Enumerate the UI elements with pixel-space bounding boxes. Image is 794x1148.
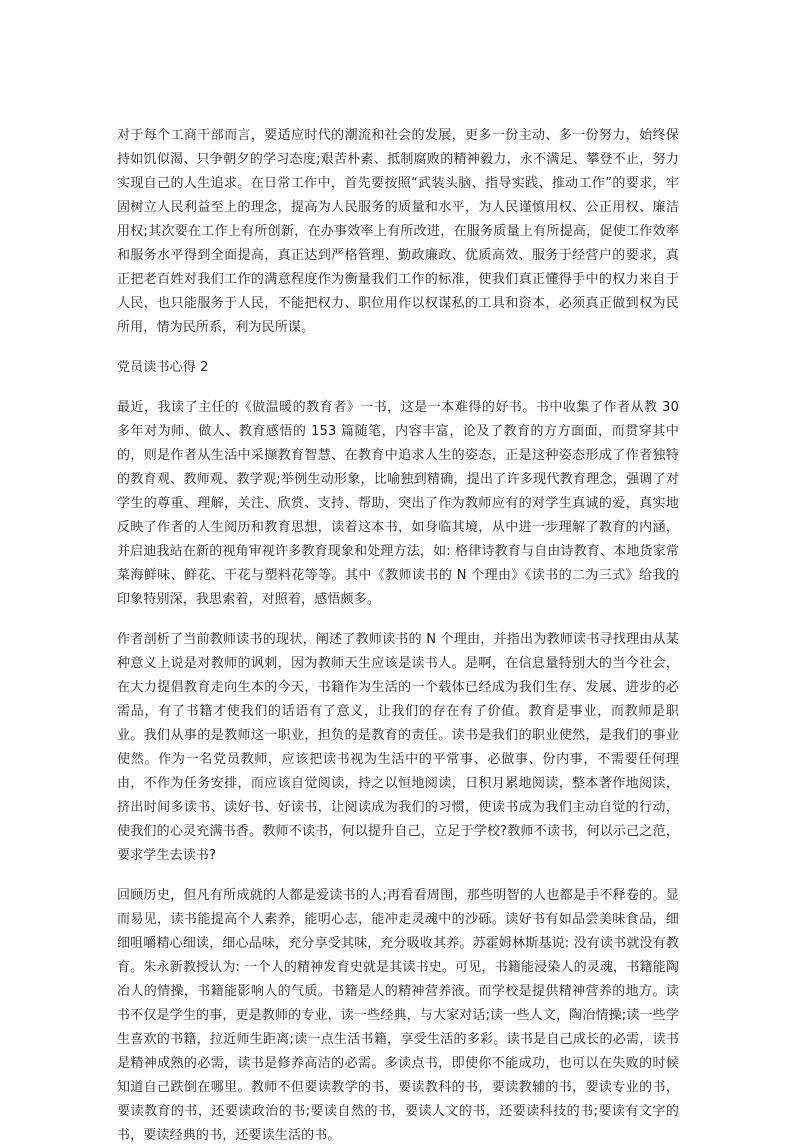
document-body — [117, 124, 679, 1148]
paragraph-3: 作者剖析了当前教师读书的现状，阐述了教师读书的 N 个理由，并指出为教师读书寻找理由从某种意义上说是对教师的讽刺，因为教师天生应该是读书人。是啊，在信息量特别大的当今社会，在大力提倡教育走向生本的今天，书籍作为生活的一个载体已经成为我们生存、发展、进步的必需品，有了书籍才使我们的话语有了意义，让我们的存在有了价值。教育是事业，而教师是职业。我们从事的是教师这一职业，担负的是教育的责任。读书是我们的职业使然，是我们的事业使然。作为一名党员教师，应该把读书视为生活中的平常事、必做事、份内事，不需要任何理由，不作为任务安排，而应该自觉阅读，持之以恒地阅读，日积月累地阅读，整本著作地阅读，挤出时间多读书、读好书、好读书，让阅读成为我们的习惯，使读书成为我们主动自觉的行动，使我们的心灵充满书香。教师不读书，何以提升自己，立足于学校?教师不读书，何以示己之范，要求学生去读书? — [117, 632, 679, 863]
paragraph-1: 对于每个工商干部而言，要适应时代的潮流和社会的发展，更多一份主动、多一份努力，始终保持如饥似渴、只争朝夕的学习态度;艰苦朴素、抵制腐败的精神毅力，永不满足、攀登不止，努力实现自己的人生追求。在日常工作中，首先要按照“武装头脑、指导实践、推动工作”的要求，牢固树立人民利益至上的理念，提高为人民服务的质量和水平，为人民谨慎用权、公正用权、廉洁用权;其次要在工作上有所创新，在办事效率上有所改进，在服务质量上有所提高，促使工作效率和服务水平得到全面提高，真正达到严格管理、勤政廉政、优质高效、服务于经营户的要求，真正把老百姓对我们工作的满意程度作为衡量我们工作的标准，使我们真正懂得手中的权力来自于人民，也只能服务于人民，不能把权力、职位用作以权谋私的工具和资本，必须真正做到权为民所用，情为民所系，利为民所谋。 — [117, 128, 679, 335]
paragraph-4: 回顾历史，但凡有所成就的人都是爱读书的人;再看看周围，那些明智的人也都是手不释卷的。显而易见，读书能提高个人素养，能明心志，能冲走灵魂中的沙砾。读好书有如品尝美味食品，细细咀嚼精心细读，细心品味，充分享受其味，充分吸收其养。苏霍姆林斯基说: 没有读书就没有教育。朱永新教授认为: 一个人的精神发育史就是其读书史。可见，书籍能浸染人的灵魂，书籍能陶冶人的情操，书籍能影响人的气质。书籍是人的精神营养液。而学校是提供精神营养的地方。读书不仅是学生的事，更是教师的专业，读一些经典，与大家对话;读一些人文，陶冶情操;读一些学生喜欢的书籍，拉近师生距离;读一点生活书籍，享受生活的多彩。读书是自己成长的必需，读书是精神成熟的必需，读书是修养高洁的必需。多读点书，即使你不能成功，也可以在失败的时候知道自己跌倒在哪里。教师不但要读教学的书，要读教科的书，要读教辅的书，要读专业的书，要读教育的书，还要读政治的书;要读自然的书，要读人文的书，还要读科技的书;要读有文字的书，要读经典的书，还要读生活的书。 — [117, 888, 679, 1143]
paragraph-2: 最近，我读了主任的《做温暖的教育者》一书，这是一本难得的好书。书中收集了作者从教 30 多年对为师、做人、教育感悟的 153 篇随笔，内容丰富，论及了教育的方方面面，而贯穿其中的，则是作者从生活中采撷教育智慧、在教育中追求人生的姿态，正是这种姿态形成了作者独特的教育观、教师观、教学观;举例生动形象，比喻独到精确，提出了许多现代教育理念，强调了对学生的尊重、理解，关注、欣赏、支持、帮助，突出了作为教师应有的对学生真诚的爱，真实地反映了作者的人生阅历和教育思想，读着这本书，如身临其境，从中进一步理解了教育的内涵，并启迪我站在新的视角审视许多教育现象和处理方法，如: 格律诗教育与自由诗教育、本地货家常菜海鲜味、鲜花、干花与塑料花等等。其中《教师读书的 N 个理由》《读书的二为三式》给我的印象特别深，我思索着，对照着，感悟颇多。 — [117, 400, 679, 607]
section-heading: 党员读书心得 2 — [117, 360, 209, 375]
